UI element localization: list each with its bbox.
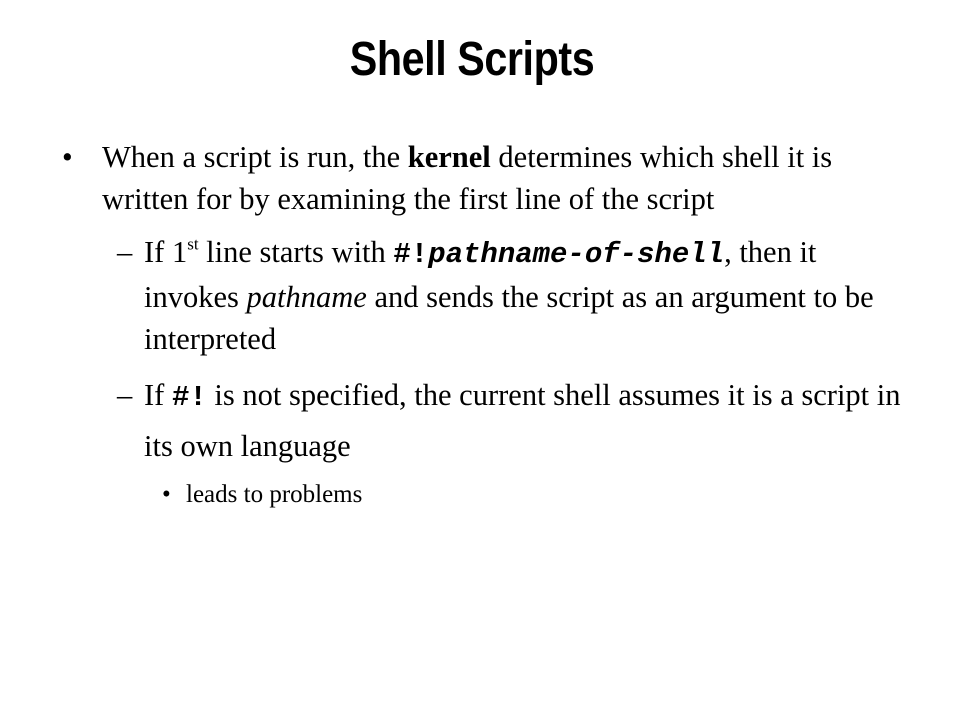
bullet-dot-icon: • — [162, 481, 171, 508]
bullet-dot-icon: • — [62, 140, 73, 174]
shebang-code-short: #! — [171, 381, 207, 414]
sub1-text-part4: and sends the script as an argument to be interpreted — [144, 280, 874, 356]
bullet1-bold-word: kernel — [407, 140, 491, 174]
shebang-pathname: pathname-of-shell — [428, 238, 725, 271]
subsubbullet-leads-to-problems — [162, 477, 886, 513]
subbullet-no-shebang — [117, 371, 914, 470]
slide-title: Shell Scripts — [349, 33, 595, 86]
shebang-code — [393, 238, 724, 271]
bullet1-text-part1: When a script is run, the — [102, 140, 408, 174]
sub2-text-part1: If — [144, 378, 172, 412]
sub1-text-part2: line starts with — [198, 235, 394, 269]
sub1-text-part3: , then it invokes — [144, 235, 817, 314]
bullet-kernel-determines-shell — [62, 136, 922, 220]
bullet1-text-part2: determines which shell it is written for by examining the first line of the script — [102, 140, 833, 216]
sub1-superscript: st — [187, 234, 199, 254]
shebang-prefix: #! — [393, 238, 429, 271]
sub2-text-part2: is not specified, the current shell assumes it is a script in its own language — [144, 378, 901, 463]
subbullet-shebang-line — [117, 231, 914, 360]
sub1-italic-word: pathname — [246, 280, 367, 314]
dash-marker-icon: – — [117, 378, 133, 412]
subsub1-text: leads to problems — [186, 481, 363, 508]
sub1-text-part1: If 1 — [144, 235, 188, 269]
slide-body — [0, 136, 960, 513]
dash-marker-icon: – — [117, 235, 133, 269]
